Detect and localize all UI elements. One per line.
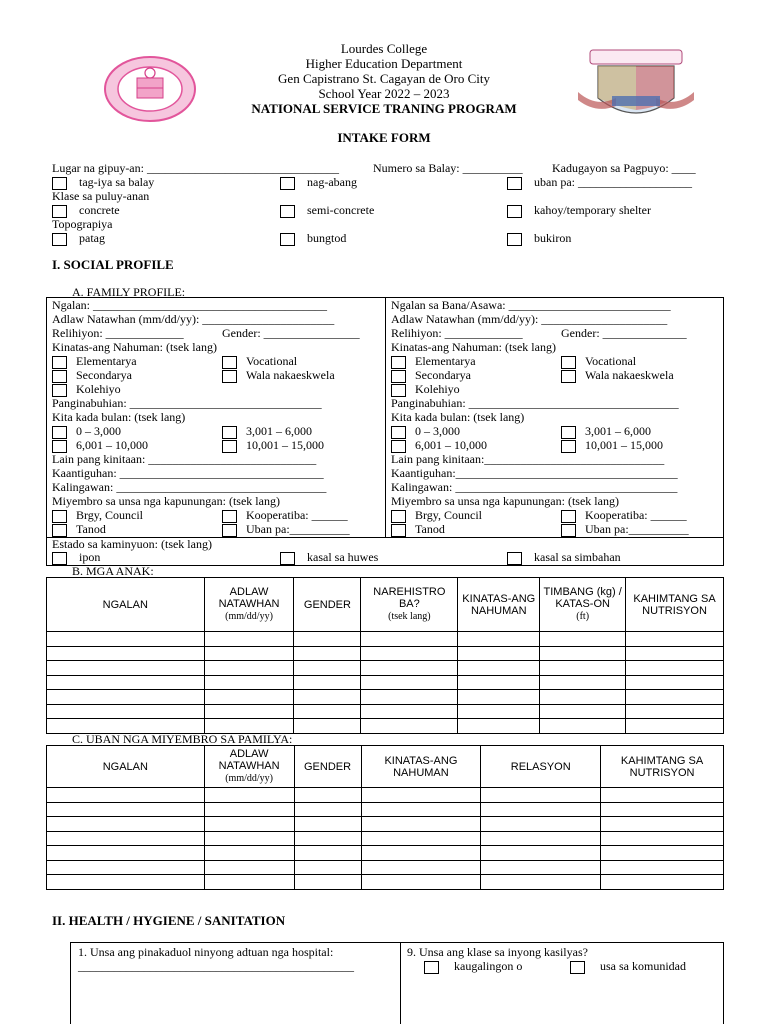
estado-option[interactable]: kasal sa huwes (280, 550, 378, 565)
checkbox-icon[interactable] (52, 440, 67, 453)
checkbox-icon[interactable] (561, 524, 576, 537)
checkbox-icon[interactable] (507, 233, 522, 246)
spouse-org-option[interactable]: Kooperatiba: ______ (561, 508, 687, 523)
q9-option[interactable]: usa sa komunidad (570, 959, 686, 974)
edu-option[interactable]: Kolehiyo (52, 382, 121, 397)
form-title: INTAKE FORM (337, 130, 431, 145)
spouse-org-option[interactable]: Brgy, Council (391, 508, 482, 523)
health-heading: II. HEALTH / HYGIENE / SANITATION (52, 913, 286, 928)
col-narehistro: NAREHISTRO BA? (tsek lang) (361, 578, 458, 632)
edu-option[interactable]: Wala nakaeskwela (222, 368, 335, 383)
org-option[interactable]: Brgy, Council (52, 508, 143, 523)
spouse-edu-option[interactable]: Wala nakaeskwela (561, 368, 674, 383)
col-ngalan: NGALAN (47, 746, 205, 788)
spouse-edu-option[interactable]: Vocational (561, 354, 636, 369)
checkbox-icon[interactable] (391, 510, 406, 523)
checkbox-icon[interactable] (570, 961, 585, 974)
income-option[interactable]: 0 – 3,000 (52, 424, 121, 439)
checkbox-icon[interactable] (52, 177, 67, 190)
ownership-option[interactable]: uban pa: ___________________ (507, 175, 692, 190)
spouse-kaantiguhan-field[interactable]: Kaantiguhan:_____________________________________ (391, 466, 678, 480)
spouse-income-option[interactable]: 0 – 3,000 (391, 424, 460, 439)
kaantiguhan-field[interactable]: Kaantiguhan: __________________________________ (52, 466, 324, 480)
q9-label: 9. Unsa ang klase sa inyong kasilyas? (407, 945, 588, 959)
klase-option[interactable]: kahoy/temporary shelter (507, 203, 651, 218)
kadugayon-field[interactable]: Kadugayon sa Pagpuyo: ____ (552, 161, 696, 175)
checkbox-icon[interactable] (507, 205, 522, 218)
col-relasyon: RELASYON (481, 746, 601, 788)
table-row[interactable] (47, 802, 724, 817)
klase-label: Klase sa puluy-anan (52, 189, 150, 203)
spouse-kalingawan-field[interactable]: Kalingawan: _____________________________________ (391, 480, 678, 494)
table-row[interactable] (47, 690, 724, 705)
health-divider (400, 942, 401, 1024)
uban-miyembro-heading: C. UBAN NGA MIYEMBRO SA PAMILYA: (72, 732, 293, 746)
spouse-edu-option[interactable]: Elementarya (391, 354, 476, 369)
table-row[interactable] (47, 846, 724, 861)
income-option[interactable]: 10,001 – 15,000 (222, 438, 324, 453)
uban-miyembro-table (46, 745, 724, 890)
q9-option[interactable]: kaugalingon o (424, 959, 522, 974)
col-gender: GENDER (294, 746, 361, 788)
table-row[interactable] (47, 831, 724, 846)
topo-option[interactable]: bukiron (507, 231, 571, 246)
social-profile-heading: I. SOCIAL PROFILE (52, 257, 174, 272)
spouse-kinatas-label: Kinatas-ang Nahuman: (tsek lang) (391, 340, 556, 354)
lugar-field[interactable]: Lugar na gipuy-an: ________________________________ (52, 161, 339, 175)
checkbox-icon[interactable] (561, 440, 576, 453)
lain-field[interactable]: Lain pang kinitaan: ____________________________ (52, 452, 317, 466)
checkbox-icon[interactable] (280, 233, 295, 246)
school-address: Gen Capistrano St. Cagayan de Oro City (278, 71, 490, 86)
klase-option[interactable]: concrete (52, 203, 120, 218)
col-nutrisyon: KAHIMTANG SA NUTRISYON (626, 578, 724, 632)
table-row[interactable] (47, 817, 724, 832)
spouse-income-option[interactable]: 6,001 – 10,000 (391, 438, 487, 453)
family-profile-heading: A. FAMILY PROFILE: (72, 285, 186, 299)
kalingawan-field[interactable]: Kalingawan: ___________________________________ (52, 480, 327, 494)
table-row[interactable] (47, 661, 724, 676)
spouse-edu-option[interactable]: Secondarya (391, 368, 471, 383)
family-profile-divider (385, 297, 386, 537)
checkbox-icon[interactable] (52, 233, 67, 246)
spouse-income-option[interactable]: 3,001 – 6,000 (561, 424, 651, 439)
checkbox-icon[interactable] (391, 356, 406, 369)
school-year: School Year 2022 – 2023 (318, 86, 450, 101)
edu-option[interactable]: Secondarya (52, 368, 132, 383)
estado-option[interactable]: kasal sa simbahan (507, 550, 621, 565)
checkbox-icon[interactable] (222, 426, 237, 439)
checkbox-icon[interactable] (391, 524, 406, 537)
checkbox-icon[interactable] (391, 426, 406, 439)
col-nutrisyon: KAHIMTANG SA NUTRISYON (601, 746, 724, 788)
adlaw-field[interactable]: Adlaw Natawhan (mm/dd/yy): ______________________ (52, 312, 335, 326)
checkbox-icon[interactable] (280, 205, 295, 218)
gender-field[interactable]: Gender: ________________ (222, 326, 360, 340)
checkbox-icon[interactable] (561, 356, 576, 369)
checkbox-icon[interactable] (52, 510, 67, 523)
spouse-adlaw-field[interactable]: Adlaw Natawhan (mm/dd/yy): _____________________ (391, 312, 668, 326)
q1-field[interactable]: ______________________________________________ (78, 959, 354, 973)
spouse-org-option[interactable]: Uban pa:__________ (561, 522, 689, 537)
spouse-ngalan-field[interactable]: Ngalan sa Bana/Asawa: ___________________________ (391, 298, 671, 312)
spouse-edu-option[interactable]: Kolehiyo (391, 382, 460, 397)
spouse-org-option[interactable]: Tanod (391, 522, 445, 537)
topo-option[interactable]: patag (52, 231, 105, 246)
checkbox-icon[interactable] (222, 356, 237, 369)
checkbox-icon[interactable] (280, 177, 295, 190)
income-option[interactable]: 6,001 – 10,000 (52, 438, 148, 453)
checkbox-icon[interactable] (391, 440, 406, 453)
spouse-panginabuhian-field[interactable]: Panginabuhian: ___________________________________ (391, 396, 679, 410)
table-row[interactable] (47, 646, 724, 661)
checkbox-icon[interactable] (222, 370, 237, 383)
checkbox-icon[interactable] (52, 370, 67, 383)
klase-option[interactable]: semi-concrete (280, 203, 374, 218)
checkbox-icon[interactable] (507, 177, 522, 190)
checkbox-icon[interactable] (52, 384, 67, 397)
org-option[interactable]: Tanod (52, 522, 106, 537)
col-kinatas: KINATAS-ANG NAHUMAN (458, 578, 540, 632)
topo-option[interactable]: bungtod (280, 231, 346, 246)
spouse-gender-field[interactable]: Gender: ______________ (561, 326, 687, 340)
table-row[interactable] (47, 675, 724, 690)
col-ngalan: NGALAN (47, 578, 205, 632)
checkbox-icon[interactable] (222, 524, 237, 537)
spouse-income-option[interactable]: 10,001 – 15,000 (561, 438, 663, 453)
income-option[interactable]: 3,001 – 6,000 (222, 424, 312, 439)
ownership-option[interactable]: tag-iya sa balay (52, 175, 154, 190)
checkbox-icon[interactable] (280, 552, 295, 565)
spouse-lain-field[interactable]: Lain pang kinitaan:______________________________ (391, 452, 665, 466)
checkbox-icon[interactable] (52, 524, 67, 537)
table-row[interactable] (47, 860, 724, 875)
checkbox-icon[interactable] (52, 356, 67, 369)
checkbox-icon[interactable] (424, 961, 439, 974)
checkbox-icon[interactable] (561, 370, 576, 383)
ngalan-field[interactable]: Ngalan: _______________________________________ (52, 298, 327, 312)
col-gender: GENDER (294, 578, 361, 632)
col-timbang: TIMBANG (kg) / KATAS-ON (ft) (540, 578, 626, 632)
table-row[interactable] (47, 632, 724, 647)
miyembro-label: Miyembro sa unsa nga kapunungan: (tsek lang) (52, 494, 280, 508)
kita-label: Kita kada bulan: (tsek lang) (52, 410, 186, 424)
department-name: Higher Education Department (305, 56, 463, 71)
spouse-miyembro-label: Miyembro sa unsa nga kapunungan: (tsek lang) (391, 494, 619, 508)
spouse-relihiyon-field[interactable]: Relihiyon: _____________ (391, 326, 523, 340)
checkbox-icon[interactable] (222, 510, 237, 523)
mga-anak-heading: B. MGA ANAK: (72, 564, 154, 578)
estado-label: Estado sa kaminyuon: (tsek lang) (52, 537, 212, 551)
checkbox-icon[interactable] (507, 552, 522, 565)
ownership-option[interactable]: nag-abang (280, 175, 357, 190)
col-adlaw: ADLAW NATAWHAN (mm/dd/yy) (204, 746, 294, 788)
checkbox-icon[interactable] (561, 510, 576, 523)
table-row[interactable] (47, 704, 724, 719)
checkbox-icon[interactable] (561, 426, 576, 439)
topo-label: Topograpiya (52, 217, 113, 231)
col-kinatas: KINATAS-ANG NAHUMAN (361, 746, 481, 788)
checkbox-icon[interactable] (52, 552, 67, 565)
org-option[interactable]: Kooperatiba: ______ (222, 508, 348, 523)
mga-anak-table (46, 577, 724, 734)
org-option[interactable]: Uban pa:__________ (222, 522, 350, 537)
edu-option[interactable]: Elementarya (52, 354, 137, 369)
table-row[interactable] (47, 875, 724, 890)
checkbox-icon[interactable] (391, 370, 406, 383)
checkbox-icon[interactable] (391, 384, 406, 397)
checkbox-icon[interactable] (222, 440, 237, 453)
q1-label: 1. Unsa ang pinakaduol ninyong adtuan nga hospital: (78, 945, 334, 959)
program-title: NATIONAL SERVICE TRANING PROGRAM (251, 101, 517, 116)
checkbox-icon[interactable] (52, 426, 67, 439)
kinatas-label: Kinatas-ang Nahuman: (tsek lang) (52, 340, 217, 354)
numero-field[interactable]: Numero sa Balay: __________ (373, 161, 523, 175)
estado-option[interactable]: ipon (52, 550, 100, 565)
col-adlaw: ADLAW NATAWHAN (mm/dd/yy) (204, 578, 294, 632)
panginabuhian-field[interactable]: Panginabuhian: ________________________________ (52, 396, 322, 410)
edu-option[interactable]: Vocational (222, 354, 297, 369)
relihiyon-field[interactable]: Relihiyon: _____________ (52, 326, 184, 340)
school-name: Lourdes College (340, 41, 428, 56)
checkbox-icon[interactable] (52, 205, 67, 218)
table-row[interactable] (47, 788, 724, 803)
table-row[interactable] (47, 719, 724, 734)
spouse-kita-label: Kita kada bulan: (tsek lang) (391, 410, 525, 424)
